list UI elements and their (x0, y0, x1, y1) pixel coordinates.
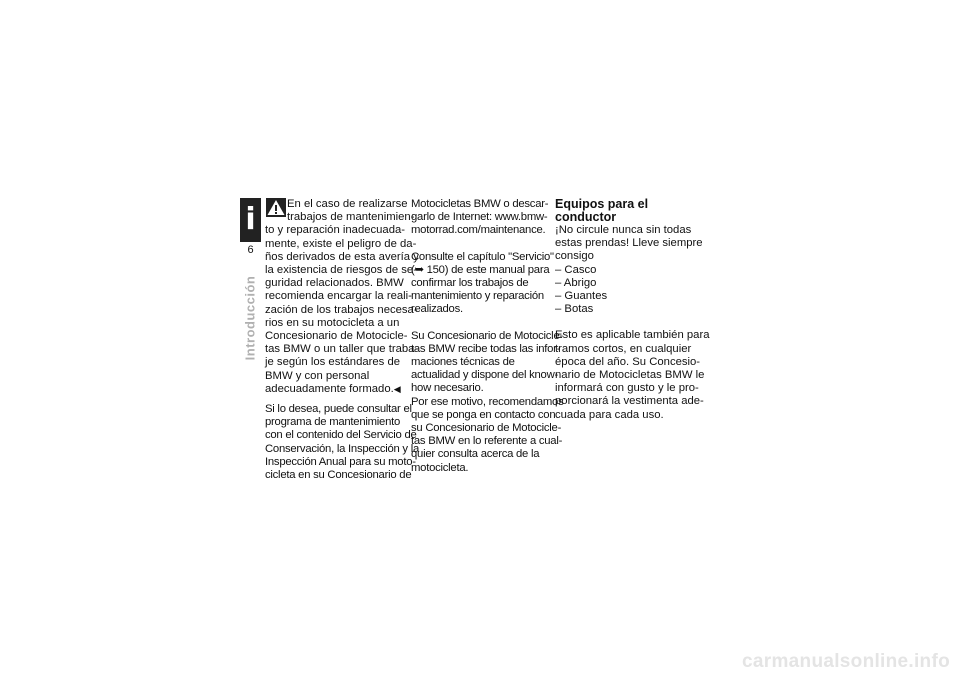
text-line: estas prendas! Lleve siempre (555, 237, 703, 250)
text-line-content: adecuadamente formado. (265, 382, 394, 395)
text-line: maciones técnicas de (411, 356, 515, 369)
text-line: actualidad y dispone del know- (411, 369, 558, 382)
text-line: ¡No circule nunca sin todas (555, 224, 692, 236)
text-line: En el caso de realizarse (287, 198, 408, 210)
text-line: Por ese motivo, recomendamos (411, 395, 564, 408)
section-tab (240, 198, 261, 242)
spacer (555, 316, 695, 329)
text-line: trabajos de mantenimien- (287, 211, 415, 224)
paragraph (411, 250, 554, 317)
column-2 (411, 198, 564, 475)
text-line: porcionará la vestimenta ade- (555, 395, 704, 408)
text-line: que se ponga en contacto con (411, 408, 556, 421)
text-line: tas BMW recibe todas las infor- (411, 342, 561, 355)
text-line: cicleta en su Concesionario de (265, 469, 412, 482)
text-line: ños derivados de esta avería y (265, 250, 419, 263)
text-line: mente, existe el peligro de da- (265, 237, 417, 250)
text-line: how necesario. (411, 382, 484, 395)
text-line: Concesionario de Motocicle- (265, 330, 408, 343)
spacer (411, 238, 551, 251)
text-line: informará con gusto y le pro- (555, 382, 699, 395)
text-line: su Concesionario de Motocicle- (411, 422, 562, 435)
text-line: garlo de Internet: www.bmw- (411, 211, 548, 224)
paragraph (555, 329, 710, 421)
spacer (411, 317, 551, 330)
text-line: Si lo desea, puede consultar el (265, 403, 412, 416)
text-line: BMW y con personal (265, 369, 370, 382)
list-item: – Casco (555, 263, 597, 276)
text-line: Su Concesionario de Motocicle- (411, 329, 563, 342)
text-line: guridad relacionados. BMW (265, 277, 404, 290)
paragraph (555, 224, 703, 264)
text-line: cuada para cada uso. (555, 408, 664, 421)
text-line: confirmar los trabajos de (411, 277, 529, 290)
text-line: con el contenido del Servicio de (265, 429, 417, 442)
text-line: mantenimiento y reparación (411, 290, 544, 303)
watermark: carmanualsonline.info (742, 651, 950, 672)
text-line (265, 383, 405, 396)
text-line: tas BMW o un taller que traba- (265, 343, 419, 356)
column-1 (265, 198, 420, 482)
paragraph (265, 403, 420, 482)
text-line: je según los estándares de (265, 356, 401, 369)
text-line: to y reparación inadecuada- (265, 224, 406, 237)
heading-line: conductor (555, 210, 617, 224)
text-line: Conservación, la Inspección y la (265, 442, 420, 455)
list-item: – Abrigo (555, 276, 597, 289)
spacer (265, 396, 405, 403)
text-line: Consulte el capítulo "Servicio" (411, 250, 554, 263)
paragraph (411, 329, 564, 475)
text-line: Inspección Anual para su moto- (265, 455, 416, 468)
text-line: Esto es aplicable también para (555, 329, 710, 342)
text-line: tramos cortos, en cualquier (555, 342, 692, 355)
equipment-list (555, 264, 695, 317)
list-item: – Guantes (555, 290, 608, 303)
text-line: realizados. (411, 303, 463, 316)
text-line: motorrad.com/maintenance. (411, 224, 546, 237)
end-mark-icon: ◀ (393, 383, 401, 394)
text-line: (➥ 150) de este manual para (411, 263, 550, 276)
section-label: Introducción (242, 275, 258, 361)
text-line: consigo (555, 250, 594, 263)
text-line: tas BMW en lo referente a cual- (411, 435, 563, 448)
text-line: quier consulta acerca de la (411, 448, 540, 461)
text-line: zación de los trabajos necesa- (265, 303, 418, 316)
warning-paragraph (265, 198, 419, 396)
heading-line: Equipos para el (555, 197, 649, 211)
text-line: recomienda encargar la reali- (265, 290, 412, 303)
section-letter: i (245, 202, 256, 237)
text-line: nario de Motocicletas BMW le (555, 369, 705, 382)
column-3 (555, 197, 710, 422)
text-line: programa de mantenimiento (265, 416, 401, 429)
paragraph (411, 198, 551, 238)
list-item: – Botas (555, 303, 594, 316)
text-line: rios en su motocicleta a un (265, 316, 400, 329)
text-line: Motocicletas BMW o descar- (411, 198, 549, 210)
text-line: época del año. Su Concesio- (555, 355, 701, 368)
page-number: 6 (247, 244, 254, 256)
text-line: motocicleta. (411, 461, 469, 474)
text-line: la existencia de riesgos de se- (265, 264, 417, 277)
section-heading (555, 198, 695, 224)
